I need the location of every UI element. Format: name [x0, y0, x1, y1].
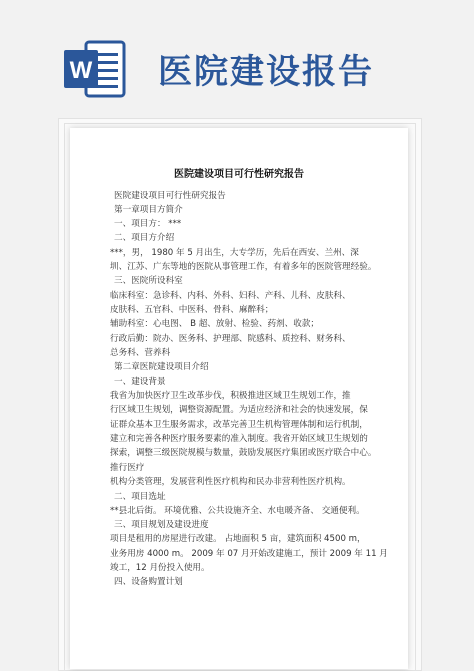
document-line: 三、项目规划及建设进度	[114, 520, 209, 530]
document-line: 项目是租用的房屋进行改建。 占地面积 5 亩，建筑面积 4500 m，	[110, 534, 366, 544]
document-line: 探索，调整三级医院规模与数量，鼓励发展医疗集团或医疗联合中心。	[110, 448, 377, 458]
document-line: 一、建设背景	[114, 377, 166, 387]
word-document-icon	[64, 40, 126, 98]
document-line: 行政后勤：院办、医务科、护理部、院感科、质控科、财务科、	[110, 334, 351, 344]
document-title: 医院建设项目可行性研究报告	[174, 169, 304, 180]
document-line: 证群众基本卫生服务需求，改革完善卫生机构管理体制和运行机制，	[110, 420, 368, 430]
document-line: 四、设备购置计划	[114, 577, 183, 587]
document-body	[0, 128, 474, 669]
document-line: 医院建设项目可行性研究报告	[114, 191, 226, 201]
document-line: 三、医院所设科室	[114, 276, 183, 286]
document-line: **县北后街。 环境优雅、公共设施齐全、水电暖齐备、 交通便利。	[110, 506, 365, 516]
document-line: 二、项目选址	[114, 492, 166, 502]
document-line: 第一章项目方简介	[114, 205, 183, 215]
document-line: 总务科、营养科	[110, 348, 171, 358]
document-line: 机构分类管理，发展营利性医疗机构和民办非营利性医疗机构。	[110, 477, 351, 487]
document-line: 推行医疗	[110, 463, 145, 473]
document-line: 第二章医院建设项目介绍	[114, 362, 209, 372]
document-line: 皮肤科、五官科、中医科、骨科、麻醉科；	[110, 305, 274, 315]
document-line: 竣工，12 月份投入使用。	[110, 563, 210, 573]
document-line: 二、项目方介绍	[114, 233, 175, 243]
document-line: 行区域卫生规划，调整资源配置。为适应经济和社会的快速发展，保	[110, 405, 368, 415]
document-line: 圳、江苏、广东等地的医院从事管理工作，有着多年的医院管理经验。	[110, 262, 377, 272]
document-line: 辅助科室：心电图、 B 超、放射、检验、药剂、收款；	[110, 319, 320, 329]
banner	[0, 0, 474, 110]
document-line: ***，男， 1980 年 5 月出生，大专学历，先后在西安、兰州、深	[110, 248, 359, 258]
banner-title: 医院建设报告	[158, 52, 374, 92]
svg-text:W: W	[69, 57, 93, 84]
document-line: 业务用房 4000 m。 2009 年 07 月开始改建施工，预计 2009 年 11 月	[110, 549, 388, 559]
document-line: 建立和完善各种医疗服务要素的准入制度。我省开始区域卫生规划的	[110, 434, 368, 444]
document-line: 临床科室：急诊科、内科、外科、妇科、产科、儿科、皮肤科、	[110, 291, 351, 301]
document-line: 我省为加快医疗卫生改革步伐，积极推进区域卫生规划工作，推	[110, 391, 351, 401]
document-line: 一、项目方： ***	[114, 219, 182, 229]
